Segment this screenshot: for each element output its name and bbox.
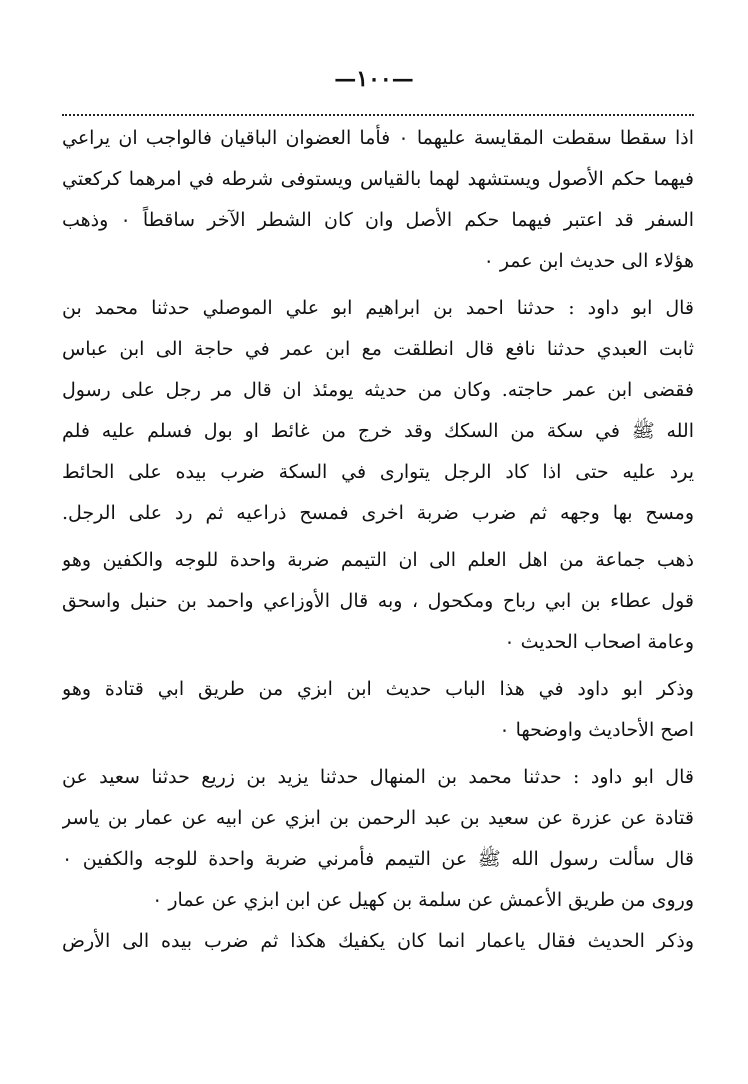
text-line: اذا سقطا سقطت المقايسة عليهما ٠ فأما العضوان الباقيان فالواجب ان يراعي [62,127,694,149]
text-line: اصح الأحاديث واوضحها ٠ [499,719,694,741]
text-line: ذهب جماعة من اهل العلم الى ان التيمم ضربة واحدة للوجه والكفين وهو [62,549,694,571]
paragraph-5 [62,757,694,962]
text-line: فقضى ابن عمر حاجته. وكان من حديثه يومئذ ان قال مر رجل على رسول [62,379,694,401]
text-line: وذكر الحديث فقال ياعمار انما كان يكفيك هكذا ثم ضرب بيده الى الأرض [62,930,694,952]
text-line: الله ﷺ في سكة من السكك وقد خرج من غائط او بول فسلم عليه فلم [62,420,694,442]
text-line: وعامة اصحاب الحديث ٠ [504,631,694,653]
page-number: —١٠٠— [334,66,414,92]
text-line: قال ابو داود : حدثنا محمد بن المنهال حدثنا يزيد بن زريع حدثنا سعيد عن [62,766,694,788]
header-divider [62,114,694,116]
text-line: ثابت العبدي حدثنا نافع قال انطلقت مع ابن عمر في حاجة الى ابن عباس [62,338,694,360]
text-line: ومسح بها وجهه ثم ضرب ضربة اخرى فمسح ذراعيه ثم رد على الرجل. [62,502,694,524]
text-line: هؤلاء الى حديث ابن عمر ٠ [483,250,694,272]
text-line: قول عطاء بن ابي رباح ومكحول ، وبه قال الأوزاعي واحمد بن حنبل واسحق [62,590,694,612]
text-line: فيهما حكم الأصول ويستشهد لهما بالقياس ويستوفى شرطه في امرهما كركعتي [62,168,694,190]
text-line: وروى من طريق الأعمش عن سلمة بن كهيل عن ابن ابزي عن عمار ٠ [152,889,694,911]
paragraph-1 [62,118,694,282]
text-line: قال ابو داود : حدثنا احمد بن ابراهيم ابو علي الموصلي حدثنا محمد بن [62,297,694,319]
text-line: قال سألت رسول الله ﷺ عن التيمم فأمرني ضربة واحدة للوجه والكفين ٠ [62,848,694,870]
paragraph-2 [62,288,694,534]
text-line: السفر قد اعتبر فيهما حكم الأصل وان كان الشطر الآخر ساقطاً ٠ وذهب [62,209,694,231]
text-line: وذكر ابو داود في هذا الباب حديث ابن ابزي من طريق ابي قتادة وهو [62,678,694,700]
page-body [62,118,694,962]
paragraph-4 [62,669,694,751]
paragraph-3 [62,540,694,663]
text-line: قتادة عن عزرة عن سعيد بن عبد الرحمن بن ابزي عن ابيه عن عمار بن ياسر [62,807,694,829]
text-line: يرد عليه حتى اذا كاد الرجل يتوارى في السكة ضرب بيده على الحائط [62,461,694,483]
